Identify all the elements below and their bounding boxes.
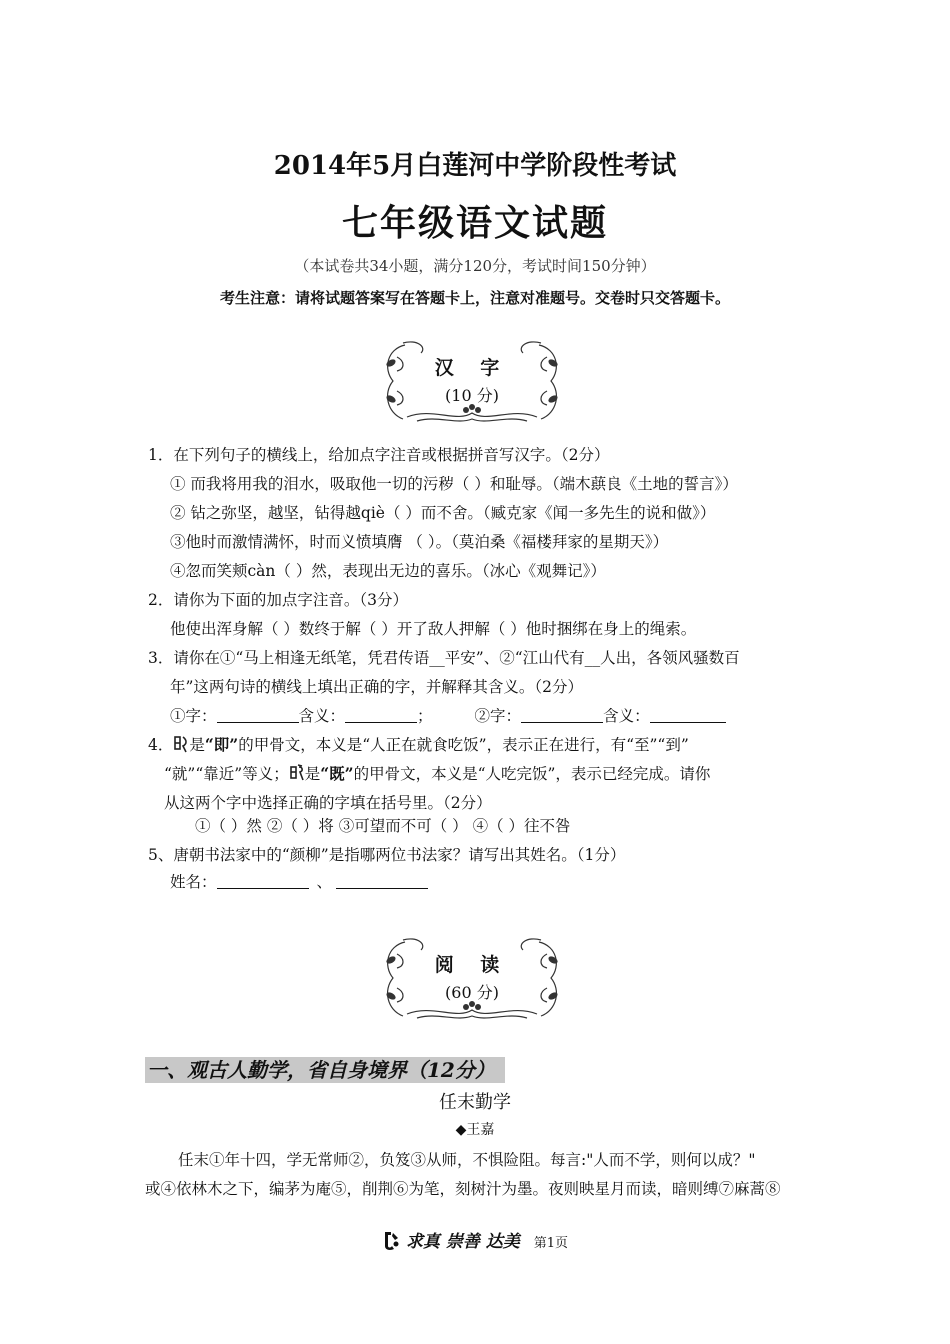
q3-label-b: ②字：	[474, 707, 522, 725]
q5-stem: 5、唐朝书法家中的“颜柳”是指哪两位书法家？请写出其姓名。（1分）	[148, 846, 626, 864]
q3-label-a-meaning: 含义：	[298, 707, 346, 725]
q3-blank-b[interactable]	[521, 706, 603, 723]
passage-title: 任末勤学	[439, 1092, 511, 1113]
reading-part-heading: 一、观古人勤学，省自身境界（12分）	[145, 1057, 505, 1083]
q4-line1	[148, 733, 689, 755]
q4-line1-text-a: 是	[189, 736, 205, 754]
q4-options: ①（ ）然 ②（ ）将 ③可望而不可（ ） ④（ ）往不咎	[195, 817, 571, 835]
q4-line1-text-b: 的甲骨文，本义是“人正在就食吃饭”，表示正在进行，有“至”“到”	[238, 736, 689, 754]
q4-line2-text-a: “就”“靠近”等义；	[164, 765, 289, 783]
q3-label-b-meaning: 含义：	[603, 707, 650, 725]
q3-stem-line2: 年”这两句诗的横线上填出正确的字，并解释其含义。（2分）	[170, 678, 584, 696]
q4-line2-text-c: 的甲骨文，本义是“人吃完饭”，表示已经完成。请你	[353, 765, 711, 783]
q3-label-a: ①字：	[170, 707, 217, 725]
q5-label: 姓名：	[170, 873, 217, 891]
footer-motto: 求真 崇善 达美	[405, 1232, 520, 1252]
q5-blank-2[interactable]	[336, 872, 428, 889]
q4-char-ji2: “既”	[320, 764, 354, 783]
oracle-ji-glyph-icon	[173, 734, 189, 754]
q3-blank-a[interactable]	[217, 706, 299, 723]
section-title-reading: 阅 读	[434, 954, 510, 976]
q1-stem: 1．在下列句子的横线上，给加点字注音或根据拼音写汉字。（2分）	[148, 446, 610, 464]
passage-line-1: 任末①年十四，学无常师②，负笈③从师，不惧险阻。每言:"人而不学，则何以成？"	[178, 1151, 756, 1169]
q1-item-3: ③他时而激情满怀，时而义愤填膺 （ ）。（莫泊桑《福楼拜家的星期天》）	[170, 533, 669, 551]
oracle-ji2-glyph-icon	[289, 763, 305, 783]
q5-blank-1[interactable]	[217, 872, 309, 889]
q2-stem: 2．请你为下面的加点字注音。（3分）	[148, 591, 408, 609]
exam-notice: 考生注意：请将试题答案写在答题卡上，注意对准题号。交卷时只交答题卡。	[219, 289, 730, 307]
q4-line3: 从这两个字中选择正确的字填在括号里。（2分）	[164, 794, 492, 812]
section-frame-hanzi	[377, 337, 567, 427]
section-frame-reading	[377, 934, 567, 1024]
exam-title-line1: 2014年5月白莲河中学阶段性考试	[273, 151, 677, 181]
passage-author: ◆王嘉	[455, 1122, 495, 1138]
passage-line-2: 或④依林木之下，编茅为庵⑤，削荆⑥为笔，刻树汁为墨。夜则映星月而读，暗则缚⑦麻蒿⑧	[145, 1180, 781, 1198]
q3-answer-line	[170, 704, 726, 726]
exam-subtitle: （本试卷共34小题，满分120分，考试时间150分钟）	[294, 257, 656, 275]
q1-item-4: ④忽而笑颊càn（ ）然，表现出无边的喜乐。（冰心《观舞记》）	[170, 562, 606, 580]
q5-answer-line	[170, 870, 428, 892]
section-title-hanzi: 汉 字	[434, 357, 510, 379]
q2-line: 他使出浑身解（ ）数终于解（ ）开了敌人押解（ ）他时捆绑在身上的绳索。	[170, 620, 697, 638]
q3-stem-line1: 3．请你在①“马上相逢无纸笔，凭君传语__平安”、②“江山代有__人出，各领风骚数百	[148, 649, 740, 667]
q4-line2-text-b: 是	[304, 765, 321, 783]
q5-separator: 、	[316, 873, 333, 891]
q1-item-1: ① 而我将用我的泪水，吸取他一切的污秽（ ）和耻辱。（端木蕻良《土地的誓言》）	[170, 475, 738, 493]
section-score-hanzi: (10 分)	[445, 386, 499, 405]
q4-number: 4．	[148, 736, 174, 754]
section-score-reading: (60 分)	[445, 983, 499, 1002]
q3-blank-a-meaning[interactable]	[345, 706, 417, 723]
q4-char-ji: “即”	[204, 735, 239, 754]
ornament-frame-icon	[377, 337, 567, 427]
q1-item-2: ② 钻之弥坚，越坚，钻得越qiè（ ）而不舍。（臧克家《闻一多先生的说和做》）	[170, 504, 716, 522]
ornament-frame-icon	[377, 934, 567, 1024]
q3-blank-b-meaning[interactable]	[650, 706, 726, 723]
q4-line2	[164, 762, 710, 784]
exam-title-line2: 七年级语文试题	[341, 202, 608, 244]
footer-page-number: 第1页	[533, 1236, 569, 1251]
school-logo-icon	[382, 1230, 400, 1250]
page-footer	[0, 1227, 950, 1252]
q3-separator: ；	[417, 707, 433, 725]
